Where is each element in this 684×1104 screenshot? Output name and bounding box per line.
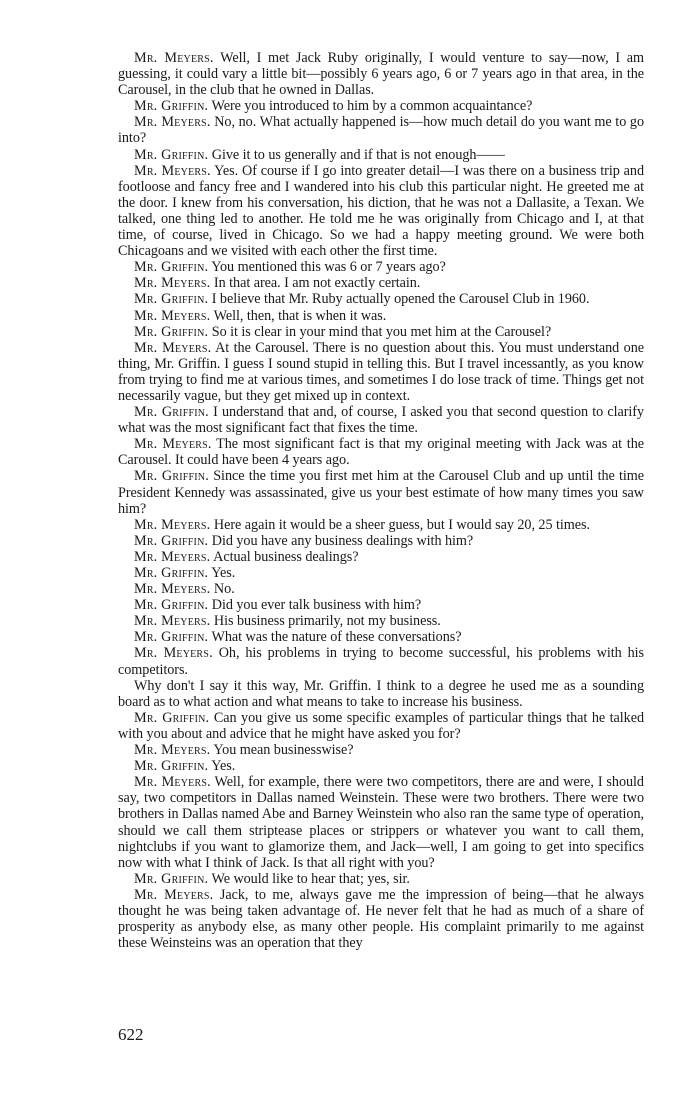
paragraph-text: Yes. [211, 758, 236, 775]
speaker-label: Mr. Meyers. [134, 339, 212, 356]
paragraph-text: Yes. [211, 565, 236, 581]
transcript-paragraph [118, 291, 644, 307]
transcript-paragraph [118, 275, 644, 291]
transcript-paragraph [118, 613, 644, 629]
speaker-label: Mr. Meyers. [134, 516, 211, 533]
transcript-paragraph [118, 710, 644, 742]
transcript-paragraph [118, 163, 644, 260]
paragraph-text: His business primarily, not my business. [213, 613, 441, 630]
paragraph-text: No, no. What actually happened is—how much detail do you want me to go into? [118, 114, 644, 147]
paragraph-text: Here again it would be a sheer guess, but I would say 20, 25 times. [213, 516, 591, 533]
speaker-label: Mr. Meyers. [134, 50, 214, 66]
paragraph-text: Did you ever talk business with him? [211, 597, 422, 614]
paragraph-text: At the Carousel. There is no question about this. You must understand one thing, Mr. Griffin. I guess I sound stupid in telling this. But I travel incessantly, as you know from trying to find me at various times, and sometimes I do lose track of time. Things get not necessarily vague, but they get mixed up in context. [118, 339, 645, 404]
speaker-label: Mr. Meyers. [134, 742, 211, 759]
paragraph-text: So it is clear in your mind that you met him at the Carousel? [211, 323, 552, 340]
paragraph-text: We would like to hear that; yes, sir. [211, 870, 410, 887]
transcript-paragraph [118, 758, 644, 774]
paragraph-text: You mentioned this was 6 or 7 years ago? [211, 259, 446, 276]
speaker-label: Mr. Griffin. [134, 709, 210, 726]
transcript-paragraph [118, 517, 644, 533]
paragraph-text: Well, for example, there were two competitors, there are and were, I should say, two competitors in Dallas named Weinstein. These were two brothers. There were two brothers in Dallas named Abe and Barney Weinstein who also ran the same type of operation, should we call them striptease places or strippers or whatever you want to call them, nightclubs if you want to glamorize them, and Jack—well, I am going to get into specifics now with what I think of Jack. Is that all right with you? [118, 774, 644, 871]
transcript-paragraph [118, 468, 644, 516]
transcript-paragraph [118, 678, 644, 710]
transcript-paragraph [118, 533, 644, 549]
transcript-paragraph [118, 340, 644, 404]
speaker-label: Mr. Meyers. [134, 645, 213, 662]
paragraph-text: Since the time you first met him at the Carousel Club and up until the time President Kennedy was assassinated, give us your best estimate of how many times you saw him? [118, 468, 644, 517]
paragraph-text: I understand that and, of course, I asked you that second question to clarify what was the most significant fact that fixes the time. [118, 404, 645, 437]
paragraph-text: Can you give us some specific examples of particular things that he talked with you about and advice that he might have asked you for? [118, 709, 645, 742]
transcript-page [118, 50, 644, 951]
speaker-label: Mr. Griffin. [134, 404, 209, 421]
transcript-paragraph [118, 742, 644, 758]
speaker-label: Mr. Meyers. [134, 774, 211, 791]
transcript-paragraph [118, 645, 644, 677]
speaker-label: Mr. Griffin. [134, 758, 209, 775]
paragraph-text: What was the nature of these conversations? [211, 629, 462, 646]
speaker-label: Mr. Meyers. [134, 886, 214, 903]
speaker-label: Mr. Meyers. [134, 275, 211, 292]
paragraph-text: Give it to us generally and if that is not enough—— [211, 146, 505, 163]
transcript-paragraph [118, 887, 644, 951]
transcript-paragraph [118, 50, 644, 98]
transcript-paragraph [118, 774, 644, 871]
speaker-label: Mr. Griffin. [134, 468, 209, 485]
transcript-paragraph [118, 404, 644, 436]
transcript-paragraph [118, 629, 644, 645]
speaker-label: Mr. Meyers. [134, 581, 211, 598]
transcript-paragraph [118, 98, 644, 114]
speaker-label: Mr. Meyers. [134, 548, 211, 565]
transcript-paragraph [118, 565, 644, 581]
speaker-label: Mr. Griffin. [134, 323, 209, 340]
speaker-label: Mr. Griffin. [134, 597, 209, 614]
speaker-label: Mr. Griffin. [134, 291, 209, 308]
transcript-paragraph [118, 308, 644, 324]
speaker-label: Mr. Meyers. [134, 114, 211, 131]
transcript-paragraph [118, 114, 644, 146]
speaker-label: Mr. Griffin. [134, 98, 209, 115]
speaker-label: Mr. Meyers. [134, 307, 211, 324]
paragraph-text: The most significant fact is that my original meeting with Jack was at the Carousel. It could have been 4 years ago. [118, 436, 644, 469]
speaker-label: Mr. Griffin. [134, 565, 209, 581]
transcript-paragraph [118, 597, 644, 613]
paragraph-text: Well, then, that is when it was. [213, 307, 387, 324]
speaker-label: Mr. Griffin. [134, 870, 209, 887]
transcript-paragraph [118, 581, 644, 597]
speaker-label: Mr. Griffin. [134, 259, 209, 276]
paragraph-text: No. [213, 581, 235, 598]
speaker-label: Mr. Meyers. [134, 162, 211, 179]
paragraph-text: You mean businesswise? [213, 742, 354, 759]
transcript-paragraph [118, 147, 644, 163]
speaker-label: Mr. Meyers. [134, 436, 212, 453]
paragraph-text: Oh, his problems in trying to become successful, his problems with his competitors. [118, 645, 644, 678]
paragraph-text: Did you have any business dealings with him? [211, 532, 474, 549]
paragraph-text: Actual business dealings? [213, 548, 359, 565]
transcript-paragraph [118, 324, 644, 340]
page-number: 622 [118, 1025, 144, 1044]
paragraph-text: Well, I met Jack Ruby originally, I would venture to say—now, I am guessing, it could vary a little bit—possibly 6 years ago, 6 or 7 years ago in that area, in the Carousel, in the club that he owned in Dallas. [118, 50, 644, 99]
paragraph-text: Yes. Of course if I go into greater detail—I was there on a business trip and footloose and fancy free and I wandered into his club this particular night. He greeted me at the door. I knew from his conversation, his diction, that he was not a Dallasite, a Texan. We talked, one thing led to another. He told me he was originally from Chicago and I, at that time, of course, lived in Chicago. So we had a happy meeting ground. We were both Chicagoans and we visited with each other the first time. [118, 162, 644, 260]
speaker-label: Mr. Meyers. [134, 613, 211, 630]
speaker-label: Mr. Griffin. [134, 629, 209, 646]
transcript-paragraph [118, 871, 644, 887]
transcript-paragraph [118, 259, 644, 275]
speaker-label: Mr. Griffin. [134, 532, 209, 549]
paragraph-text: Jack, to me, always gave me the impression of being—that he always thought he was being taken advantage of. He never felt that he had as much of a share of prosperity as anybody else, as many other people. His complaint primarily to me against these Weinsteins was an operation that they [118, 886, 644, 952]
transcript-paragraph [118, 436, 644, 468]
paragraph-text: Were you introduced to him by a common acquaintance? [211, 98, 533, 115]
paragraph-text: In that area. I am not exactly certain. [213, 275, 421, 292]
paragraph-text: I believe that Mr. Ruby actually opened the Carousel Club in 1960. [211, 291, 590, 308]
paragraph-text: Why don't I say it this way, Mr. Griffin. I think to a degree he used me as a sounding board as to what action and what means to take to increase his business. [118, 677, 644, 710]
speaker-label: Mr. Griffin. [134, 146, 209, 163]
transcript-paragraph [118, 549, 644, 565]
